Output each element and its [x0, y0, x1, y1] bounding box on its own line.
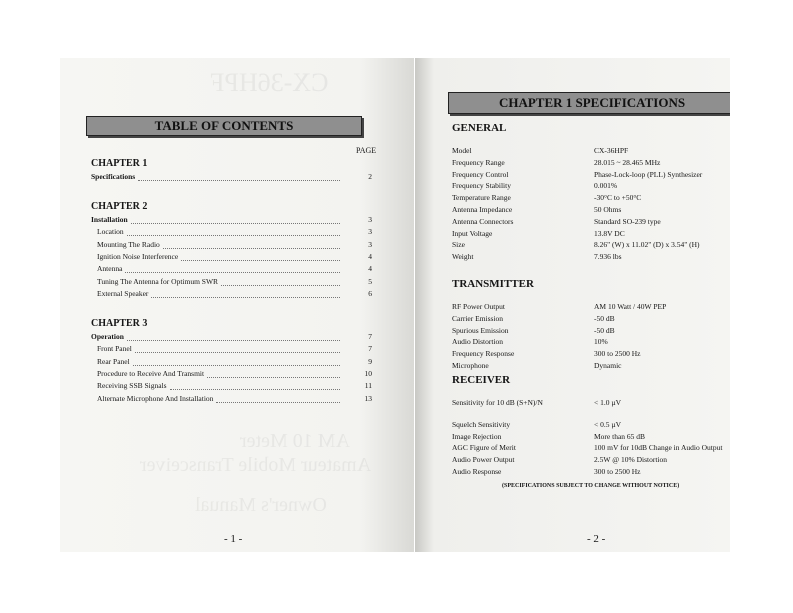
toc-entry-label: Mounting The Radio: [97, 239, 160, 249]
spec-value: 300 to 2500 Hz: [594, 467, 641, 476]
toc-entry-page: 4: [368, 264, 372, 274]
toc-entry-label: Installation: [91, 215, 128, 224]
toc-leader-dots: [163, 248, 340, 249]
toc-entry-page: 6: [368, 288, 372, 298]
toc-entry-page: 2: [368, 172, 372, 181]
spec-value: Dynamic: [594, 361, 622, 370]
spec-label: Spurious Emission: [452, 325, 509, 335]
spec-value: 8.26" (W) x 11.02" (D) x 3.54" (H): [594, 240, 700, 250]
spec-value: AM 10 Watt / 40W PEP: [594, 302, 667, 311]
spec-label: Temperature Range: [452, 193, 511, 203]
spec-value: -50 dB: [594, 313, 615, 323]
specs-note: (SPECIFICATIONS SUBJECT TO CHANGE WITHOUT NOTICE): [502, 483, 680, 489]
spec-label: Frequency Stability: [452, 181, 511, 191]
spec-label: Frequency Response: [452, 349, 515, 359]
spec-label: Audio Response: [452, 467, 502, 476]
toc-entry-page: 3: [368, 215, 372, 224]
chapter-heading: CHAPTER 3: [91, 318, 148, 329]
spec-section-heading: TRANSMITTER: [452, 278, 534, 290]
spec-value: 10%: [594, 337, 608, 347]
toc-leader-dots: [221, 285, 340, 286]
spec-value: 300 to 2500 Hz: [594, 349, 641, 359]
spec-value: 0.001%: [594, 181, 618, 191]
spec-value: -30°C to +50°C: [594, 193, 642, 203]
toc-title: TABLE OF CONTENTS: [86, 116, 362, 136]
spec-section-heading: GENERAL: [452, 122, 507, 134]
spec-value: 28.015 ~ 28.465 MHz: [594, 157, 661, 167]
spec-value: < 0.5 µV: [594, 419, 622, 429]
toc-entry-page: 10: [364, 368, 372, 378]
toc-entry-page: 7: [368, 344, 372, 354]
spec-label: Sensitivity for 10 dB (S+N)/N: [452, 398, 543, 407]
spec-label: Image Rejection: [452, 431, 502, 441]
toc-entry-page: 3: [368, 239, 372, 249]
right-page: [415, 58, 730, 552]
toc-entry-label: Procedure to Receive And Transmit: [97, 368, 205, 378]
toc-entry-label: Rear Panel: [97, 356, 130, 366]
spec-value: 7.936 lbs: [594, 252, 622, 262]
spec-label: AGC Figure of Merit: [452, 443, 516, 453]
spec-value: CX-36HPF: [594, 146, 629, 155]
toc-entry-label: External Speaker: [97, 288, 149, 298]
toc-entry-page: 5: [368, 276, 372, 286]
toc-entry-label: Alternate Microphone And Installation: [97, 393, 214, 403]
toc-leader-dots: [207, 377, 340, 378]
spec-label: Frequency Control: [452, 169, 509, 179]
toc-leader-dots: [181, 260, 340, 261]
spec-label: Frequency Range: [452, 157, 505, 167]
left-page: [60, 58, 414, 552]
spec-label: RF Power Output: [452, 302, 505, 311]
page-number-right: - 2 -: [587, 533, 606, 545]
spec-value: -50 dB: [594, 325, 615, 335]
spec-label: Squelch Sensitivity: [452, 419, 511, 429]
toc-entry-label: Tuning The Antenna for Optimum SWR: [97, 276, 219, 286]
show-through-line1: AM 10 Meter: [240, 430, 350, 452]
toc-entry-label: Specifications: [91, 172, 136, 181]
page-column-label: PAGE: [356, 146, 377, 155]
toc-entry-page: 13: [364, 393, 372, 403]
spec-label: Input Voltage: [452, 228, 493, 238]
spec-label: Antenna Impedance: [452, 205, 513, 214]
spec-value: 50 Ohms: [594, 205, 622, 214]
spec-label: Model: [452, 146, 472, 155]
chapter-heading: CHAPTER 2: [91, 201, 148, 212]
show-through-line3: Owner's Manual: [195, 494, 327, 516]
toc-entry-label: Receiving SSB Signals: [97, 381, 167, 391]
toc-leader-dots: [151, 297, 340, 298]
spec-label: Audio Power Output: [452, 455, 515, 465]
show-through-line2: Amateur Mobile Transceiver: [140, 454, 372, 476]
toc-entry-page: 11: [364, 381, 372, 391]
spec-section-heading: RECEIVER: [452, 374, 511, 386]
spec-value: 100 mV for 10dB Change in Audio Output: [594, 443, 723, 453]
toc-leader-dots: [131, 223, 340, 224]
spec-value: Phase-Lock-loop (PLL) Synthesizer: [594, 169, 703, 179]
show-through-model: CX-36HPF: [210, 68, 329, 97]
toc-entry-page: 4: [368, 251, 372, 261]
spec-label: Audio Distortion: [452, 337, 504, 347]
spec-label: Antenna Connectors: [452, 216, 514, 226]
toc-leader-dots: [216, 402, 340, 403]
toc-entry-page: 7: [368, 332, 372, 341]
toc-leader-dots: [133, 365, 340, 366]
spec-value: 13.8V DC: [594, 228, 625, 238]
toc-entry-label: Operation: [91, 332, 124, 341]
toc-entry-label: Ignition Noise Interference: [97, 251, 179, 261]
spec-label: Microphone: [452, 361, 489, 370]
toc-entry-label: Front Panel: [97, 344, 132, 354]
spec-label: Carrier Emission: [452, 313, 504, 323]
spec-value: More than 65 dB: [594, 431, 646, 441]
toc-leader-dots: [127, 235, 340, 236]
toc-leader-dots: [135, 352, 340, 353]
spec-value: Standard SO-239 type: [594, 216, 661, 226]
page-number-left: - 1 -: [224, 533, 243, 545]
toc-entry-label: Antenna: [97, 264, 123, 274]
chapter-heading: CHAPTER 1: [91, 158, 148, 169]
toc-leader-dots: [170, 389, 340, 390]
toc-leader-dots: [138, 180, 340, 181]
toc-entry-page: 9: [368, 356, 372, 366]
spec-label: Weight: [452, 252, 474, 262]
toc-entry-label: Location: [97, 227, 124, 237]
spec-label: Size: [452, 240, 465, 250]
spec-value: 2.5W @ 10% Distortion: [594, 455, 668, 465]
toc-leader-dots: [127, 340, 340, 341]
toc-leader-dots: [125, 272, 340, 273]
toc-entry-page: 3: [368, 227, 372, 237]
specs-title: CHAPTER 1 SPECIFICATIONS: [448, 92, 730, 114]
spec-value: < 1.0 µV: [594, 398, 622, 407]
